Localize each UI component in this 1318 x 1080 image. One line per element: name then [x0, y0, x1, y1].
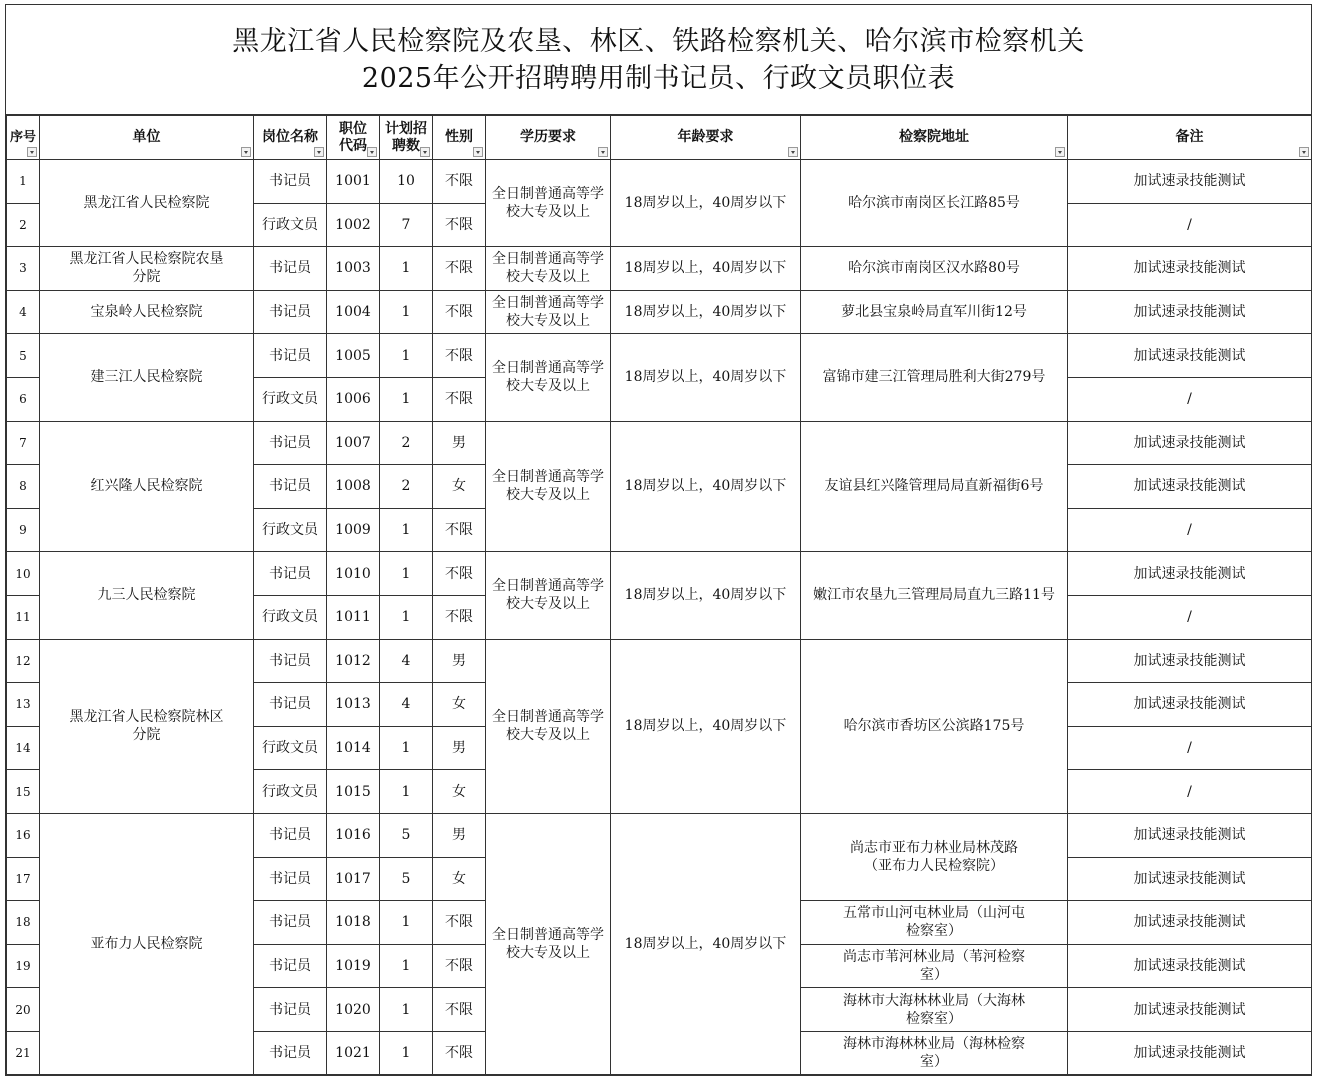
- title-line-2: 2025年公开招聘聘用制书记员、行政文员职位表: [361, 62, 956, 94]
- cell-note: /: [1068, 377, 1312, 421]
- cell-address: 嫩江市农垦九三管理局局直九三路11号: [801, 552, 1068, 639]
- cell-education: 全日制普通高等学校大专及以上: [486, 421, 611, 552]
- cell-code: 1017: [327, 857, 380, 901]
- header-age: [611, 116, 801, 160]
- cell-seq: 10: [7, 552, 40, 596]
- cell-gender: 不限: [433, 290, 486, 334]
- cell-code: 1002: [327, 203, 380, 247]
- cell-quota: 1: [380, 552, 433, 596]
- header-age-label: 年龄要求: [677, 129, 734, 145]
- cell-education: 全日制普通高等学校大专及以上: [486, 813, 611, 1075]
- cell-note: /: [1068, 726, 1312, 770]
- cell-position: 书记员: [254, 1031, 327, 1075]
- cell-code: 1007: [327, 421, 380, 465]
- cell-unit: 红兴隆人民检察院: [40, 421, 254, 552]
- cell-code: 1012: [327, 639, 380, 683]
- cell-gender: 不限: [433, 334, 486, 378]
- cell-code: 1019: [327, 944, 380, 988]
- cell-address: 海林市大海林林业局（大海林检察室）: [801, 988, 1068, 1032]
- cell-seq: 2: [7, 203, 40, 247]
- cell-unit: 黑龙江省人民检察院农垦分院: [40, 247, 254, 291]
- cell-position: 书记员: [254, 857, 327, 901]
- cell-seq: 11: [7, 595, 40, 639]
- header-education: [486, 116, 611, 160]
- cell-seq: 6: [7, 377, 40, 421]
- cell-note: 加试速录技能测试: [1068, 552, 1312, 596]
- header-position-label: 岗位名称: [262, 129, 318, 145]
- cell-seq: 8: [7, 465, 40, 509]
- header-position: [254, 116, 327, 160]
- header-unit-label: 单位: [132, 129, 161, 145]
- cell-seq: 9: [7, 508, 40, 552]
- cell-address: 哈尔滨市香坊区公滨路175号: [801, 639, 1068, 813]
- cell-seq: 21: [7, 1031, 40, 1075]
- cell-quota: 1: [380, 944, 433, 988]
- cell-position: 书记员: [254, 552, 327, 596]
- cell-code: 1020: [327, 988, 380, 1032]
- cell-seq: 5: [7, 334, 40, 378]
- cell-gender: 不限: [433, 988, 486, 1032]
- cell-code: 1009: [327, 508, 380, 552]
- filter-dropdown-icon[interactable]: [241, 147, 251, 157]
- cell-gender: 不限: [433, 944, 486, 988]
- header-address: [801, 116, 1068, 160]
- cell-seq: 13: [7, 683, 40, 727]
- cell-quota: 1: [380, 290, 433, 334]
- filter-dropdown-icon[interactable]: [27, 147, 37, 157]
- cell-quota: 2: [380, 465, 433, 509]
- cell-gender: 不限: [433, 595, 486, 639]
- cell-note: /: [1068, 508, 1312, 552]
- cell-unit: 黑龙江省人民检察院林区分院: [40, 639, 254, 813]
- cell-gender: 不限: [433, 247, 486, 291]
- job-position-sheet: [5, 4, 1312, 1076]
- header-row: [7, 116, 1312, 160]
- cell-address: 尚志市亚布力林业局林茂路（亚布力人民检察院）: [801, 813, 1068, 900]
- cell-quota: 1: [380, 770, 433, 814]
- cell-position: 书记员: [254, 988, 327, 1032]
- cell-age: 18周岁以上，40周岁以下: [611, 421, 801, 552]
- cell-note: 加试速录技能测试: [1068, 160, 1312, 204]
- cell-position: 书记员: [254, 813, 327, 857]
- cell-seq: 1: [7, 160, 40, 204]
- header-address-label: 检察院地址: [899, 129, 969, 145]
- cell-address: 哈尔滨市南岗区汉水路80号: [801, 247, 1068, 291]
- cell-note: /: [1068, 595, 1312, 639]
- cell-position: 行政文员: [254, 377, 327, 421]
- header-note-label: 备注: [1175, 129, 1204, 145]
- cell-quota: 4: [380, 639, 433, 683]
- cell-gender: 不限: [433, 377, 486, 421]
- cell-address: 富锦市建三江管理局胜利大街279号: [801, 334, 1068, 421]
- table-row: [7, 290, 1312, 334]
- cell-seq: 15: [7, 770, 40, 814]
- cell-education: 全日制普通高等学校大专及以上: [486, 290, 611, 334]
- cell-note: /: [1068, 203, 1312, 247]
- table-row: [7, 247, 1312, 291]
- table-row: [7, 813, 1312, 857]
- cell-code: 1015: [327, 770, 380, 814]
- cell-seq: 17: [7, 857, 40, 901]
- cell-education: 全日制普通高等学校大专及以上: [486, 247, 611, 291]
- cell-code: 1001: [327, 160, 380, 204]
- cell-position: 书记员: [254, 683, 327, 727]
- cell-seq: 7: [7, 421, 40, 465]
- cell-quota: 1: [380, 247, 433, 291]
- cell-gender: 不限: [433, 1031, 486, 1075]
- cell-gender: 男: [433, 639, 486, 683]
- header-quota: [380, 116, 433, 160]
- cell-quota: 1: [380, 1031, 433, 1075]
- cell-note: 加试速录技能测试: [1068, 247, 1312, 291]
- cell-unit: 黑龙江省人民检察院: [40, 160, 254, 247]
- cell-education: 全日制普通高等学校大专及以上: [486, 334, 611, 421]
- cell-address: 萝北县宝泉岭局直军川街12号: [801, 290, 1068, 334]
- cell-quota: 1: [380, 595, 433, 639]
- cell-position: 行政文员: [254, 726, 327, 770]
- cell-position: 书记员: [254, 160, 327, 204]
- cell-position: 书记员: [254, 465, 327, 509]
- cell-gender: 不限: [433, 160, 486, 204]
- cell-address: 海林市海林林业局（海林检察室）: [801, 1031, 1068, 1075]
- cell-gender: 不限: [433, 552, 486, 596]
- cell-position: 行政文员: [254, 595, 327, 639]
- cell-unit: 九三人民检察院: [40, 552, 254, 639]
- cell-position: 书记员: [254, 901, 327, 945]
- table-row: [7, 334, 1312, 378]
- cell-code: 1010: [327, 552, 380, 596]
- cell-address: 哈尔滨市南岗区长江路85号: [801, 160, 1068, 247]
- cell-gender: 女: [433, 465, 486, 509]
- cell-age: 18周岁以上，40周岁以下: [611, 247, 801, 291]
- cell-note: 加试速录技能测试: [1068, 421, 1312, 465]
- cell-note: 加试速录技能测试: [1068, 334, 1312, 378]
- cell-quota: 4: [380, 683, 433, 727]
- cell-position: 行政文员: [254, 203, 327, 247]
- filter-dropdown-icon[interactable]: [420, 147, 430, 157]
- cell-position: 行政文员: [254, 770, 327, 814]
- cell-age: 18周岁以上，40周岁以下: [611, 160, 801, 247]
- cell-seq: 16: [7, 813, 40, 857]
- cell-code: 1008: [327, 465, 380, 509]
- cell-gender: 不限: [433, 203, 486, 247]
- cell-code: 1011: [327, 595, 380, 639]
- cell-quota: 1: [380, 988, 433, 1032]
- cell-code: 1021: [327, 1031, 380, 1075]
- cell-seq: 14: [7, 726, 40, 770]
- positions-table: [6, 115, 1312, 1075]
- header-education-label: 学历要求: [520, 129, 576, 145]
- cell-position: 书记员: [254, 944, 327, 988]
- cell-quota: 1: [380, 726, 433, 770]
- cell-note: 加试速录技能测试: [1068, 683, 1312, 727]
- table-body: [7, 160, 1312, 1075]
- cell-note: 加试速录技能测试: [1068, 857, 1312, 901]
- cell-gender: 女: [433, 770, 486, 814]
- header-note: [1068, 116, 1312, 160]
- cell-code: 1003: [327, 247, 380, 291]
- sheet-title: [6, 5, 1311, 115]
- filter-dropdown-icon[interactable]: [367, 147, 377, 157]
- table-row: [7, 639, 1312, 683]
- header-quota-label: 计划招聘数: [385, 120, 427, 154]
- cell-education: 全日制普通高等学校大专及以上: [486, 639, 611, 813]
- cell-quota: 5: [380, 813, 433, 857]
- cell-note: 加试速录技能测试: [1068, 1031, 1312, 1075]
- cell-quota: 1: [380, 377, 433, 421]
- filter-dropdown-icon[interactable]: [1055, 147, 1065, 157]
- cell-address: 友谊县红兴隆管理局局直新福街6号: [801, 421, 1068, 552]
- cell-note: /: [1068, 770, 1312, 814]
- header-seq-label: 序号: [9, 130, 36, 145]
- cell-quota: 1: [380, 901, 433, 945]
- cell-code: 1018: [327, 901, 380, 945]
- cell-gender: 女: [433, 683, 486, 727]
- cell-seq: 18: [7, 901, 40, 945]
- header-code-label: 职位代码: [339, 120, 367, 154]
- cell-quota: 2: [380, 421, 433, 465]
- filter-dropdown-icon[interactable]: [473, 147, 483, 157]
- filter-dropdown-icon[interactable]: [314, 147, 324, 157]
- cell-position: 书记员: [254, 290, 327, 334]
- header-seq: [7, 116, 40, 160]
- title-line-1: 黑龙江省人民检察院及农垦、林区、铁路检察机关、哈尔滨市检察机关: [232, 25, 1085, 57]
- cell-quota: 1: [380, 508, 433, 552]
- cell-age: 18周岁以上，40周岁以下: [611, 290, 801, 334]
- cell-age: 18周岁以上，40周岁以下: [611, 552, 801, 639]
- cell-quota: 10: [380, 160, 433, 204]
- cell-code: 1004: [327, 290, 380, 334]
- header-gender: [433, 116, 486, 160]
- cell-quota: 5: [380, 857, 433, 901]
- cell-gender: 不限: [433, 508, 486, 552]
- filter-dropdown-icon[interactable]: [598, 147, 608, 157]
- cell-seq: 20: [7, 988, 40, 1032]
- cell-code: 1005: [327, 334, 380, 378]
- cell-note: 加试速录技能测试: [1068, 465, 1312, 509]
- cell-note: 加试速录技能测试: [1068, 988, 1312, 1032]
- cell-age: 18周岁以上，40周岁以下: [611, 334, 801, 421]
- header-gender-label: 性别: [445, 129, 473, 145]
- cell-code: 1014: [327, 726, 380, 770]
- cell-note: 加试速录技能测试: [1068, 813, 1312, 857]
- cell-unit: 宝泉岭人民检察院: [40, 290, 254, 334]
- cell-seq: 19: [7, 944, 40, 988]
- cell-position: 书记员: [254, 334, 327, 378]
- cell-code: 1016: [327, 813, 380, 857]
- cell-unit: 亚布力人民检察院: [40, 813, 254, 1075]
- cell-seq: 4: [7, 290, 40, 334]
- cell-note: 加试速录技能测试: [1068, 639, 1312, 683]
- cell-gender: 不限: [433, 901, 486, 945]
- cell-code: 1006: [327, 377, 380, 421]
- table-row: [7, 421, 1312, 465]
- table-row: [7, 160, 1312, 204]
- filter-dropdown-icon[interactable]: [788, 147, 798, 157]
- cell-code: 1013: [327, 683, 380, 727]
- cell-unit: 建三江人民检察院: [40, 334, 254, 421]
- cell-education: 全日制普通高等学校大专及以上: [486, 552, 611, 639]
- cell-quota: 1: [380, 334, 433, 378]
- cell-seq: 3: [7, 247, 40, 291]
- cell-address: 五常市山河屯林业局（山河屯检察室）: [801, 901, 1068, 945]
- header-unit: [40, 116, 254, 160]
- cell-education: 全日制普通高等学校大专及以上: [486, 160, 611, 247]
- cell-gender: 男: [433, 421, 486, 465]
- cell-note: 加试速录技能测试: [1068, 290, 1312, 334]
- table-row: [7, 552, 1312, 596]
- cell-position: 行政文员: [254, 508, 327, 552]
- cell-address: 尚志市苇河林业局（苇河检察室）: [801, 944, 1068, 988]
- cell-position: 书记员: [254, 247, 327, 291]
- header-code: [327, 116, 380, 160]
- cell-position: 书记员: [254, 421, 327, 465]
- cell-age: 18周岁以上，40周岁以下: [611, 639, 801, 813]
- cell-gender: 男: [433, 726, 486, 770]
- cell-age: 18周岁以上，40周岁以下: [611, 813, 801, 1075]
- cell-position: 书记员: [254, 639, 327, 683]
- cell-gender: 女: [433, 857, 486, 901]
- cell-note: 加试速录技能测试: [1068, 901, 1312, 945]
- filter-dropdown-icon[interactable]: [1299, 147, 1309, 157]
- cell-seq: 12: [7, 639, 40, 683]
- cell-quota: 7: [380, 203, 433, 247]
- cell-gender: 男: [433, 813, 486, 857]
- cell-note: 加试速录技能测试: [1068, 944, 1312, 988]
